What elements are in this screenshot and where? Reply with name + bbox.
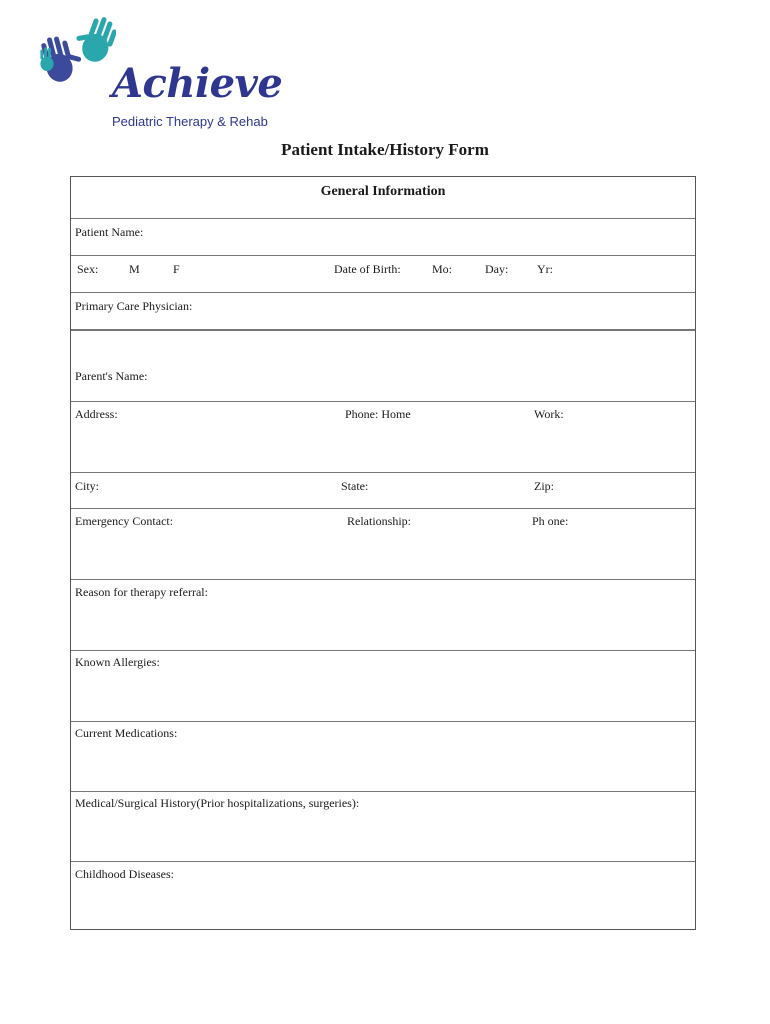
- achieve-logo: [36, 14, 283, 129]
- address-label: Address:: [75, 407, 118, 421]
- city-label: City:: [75, 479, 100, 493]
- reason-row[interactable]: [71, 579, 695, 650]
- parent-name-label: Parent's Name:: [75, 369, 148, 383]
- pcp-row[interactable]: [71, 292, 695, 329]
- zip-label: Zip:: [534, 479, 554, 493]
- parent-name-row[interactable]: [71, 329, 695, 401]
- dob-day-label: Day:: [485, 262, 509, 276]
- pcp-label: Primary Care Physician:: [75, 299, 193, 313]
- section-title: General Information: [320, 184, 446, 199]
- history-label: Medical/Surgical History(Prior hospitalizations, surgeries):: [75, 796, 360, 810]
- logo-tagline: Pediatric Therapy & Rehab: [112, 114, 268, 129]
- sex-f-option[interactable]: F: [173, 262, 180, 276]
- dob-year-label: Yr:: [537, 262, 553, 276]
- dob-label: Date of Birth:: [334, 262, 401, 276]
- history-row[interactable]: [71, 791, 695, 861]
- allergies-label: Known Allergies:: [75, 655, 160, 669]
- section-header-row: [71, 177, 695, 218]
- sex-label: Sex:: [77, 262, 99, 276]
- handprints-icon: [36, 14, 116, 104]
- relationship-label: Relationship:: [347, 514, 411, 528]
- emergency-phone-label: Ph one:: [532, 514, 569, 528]
- work-phone-label: Work:: [534, 407, 564, 421]
- page-title: Patient Intake/History Form: [281, 140, 489, 159]
- state-label: State:: [341, 479, 369, 493]
- allergies-row[interactable]: [71, 650, 695, 721]
- patient-name-row[interactable]: [71, 218, 695, 255]
- emergency-row[interactable]: [71, 508, 695, 579]
- sex-dob-row[interactable]: [71, 255, 695, 292]
- address-row[interactable]: [71, 401, 695, 472]
- logo-brand: Achieve: [112, 60, 283, 107]
- reason-label: Reason for therapy referral:: [75, 585, 208, 599]
- childhood-row[interactable]: [71, 861, 695, 929]
- dob-month-label: Mo:: [432, 262, 453, 276]
- patient-name-label: Patient Name:: [75, 225, 144, 239]
- emergency-contact-label: Emergency Contact:: [75, 514, 174, 528]
- city-row[interactable]: [71, 472, 695, 508]
- medications-row[interactable]: [71, 721, 695, 791]
- childhood-diseases-label: Childhood Diseases:: [75, 867, 174, 881]
- sex-m-option[interactable]: M: [129, 262, 140, 276]
- phone-home-label: Phone: Home: [345, 407, 411, 421]
- intake-form: [70, 176, 696, 930]
- medications-label: Current Medications:: [75, 726, 178, 740]
